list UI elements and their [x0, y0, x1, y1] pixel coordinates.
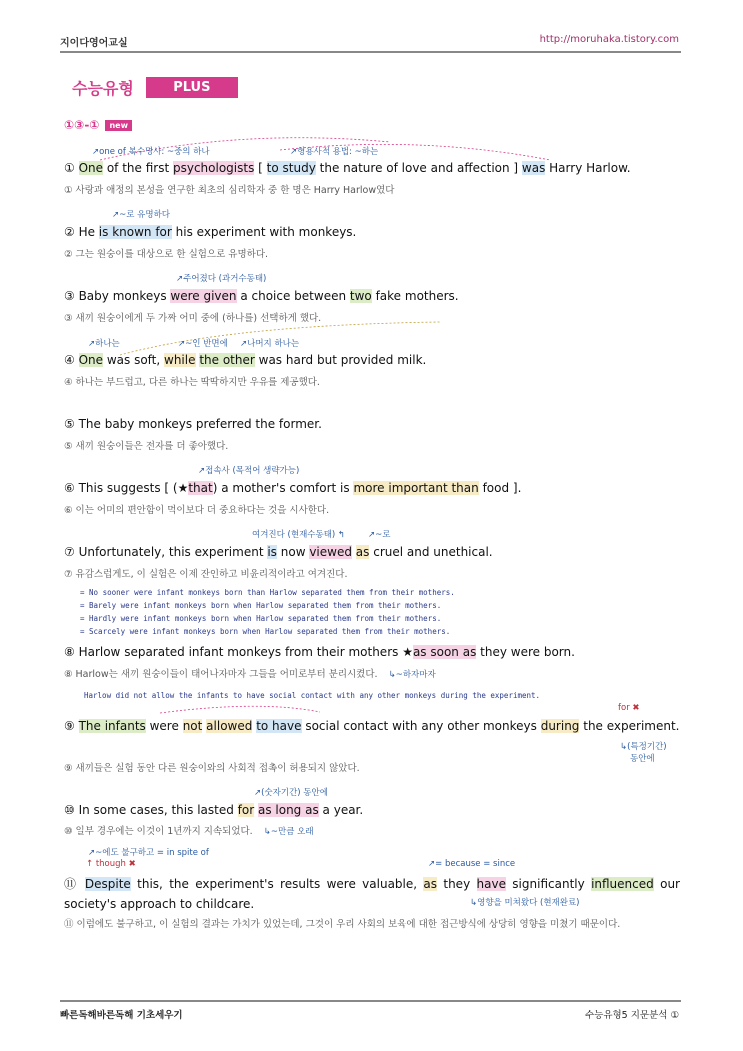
s11-note-despite: ↗~에도 불구하고 = in spite of [88, 848, 209, 858]
sentence-7-korean: ⑦ 유감스럽게도, 이 실험은 이제 잔인하고 비윤리적이라고 여겨진다. [64, 569, 348, 580]
s4-note-one: ↗하나는 [88, 339, 120, 349]
s11-note-influenced: ↳영향을 미쳐왔다 (현재완료) [470, 898, 580, 908]
s10-note: ↗(숫자기간) 동안에 [254, 788, 328, 798]
s4-note-the-other: ↗나머지 하나는 [240, 339, 300, 349]
s9-note-during-2: 동안에 [630, 754, 655, 764]
sentence-3: ③ Baby monkeys were given a choice between two fake mothers. [64, 289, 459, 303]
s11-note-though: ↑ though ✖ [86, 859, 136, 869]
title-main: 수능유형 [72, 79, 134, 98]
s7-note-passive: 여겨진다 (현재수동태) ↰ [252, 530, 346, 540]
s3-note: ↗주어졌다 (과거수동태) [176, 274, 267, 284]
new-badge: new [105, 120, 132, 131]
sentence-7: ⑦ Unfortunately, this experiment is now viewed as cruel and unethical. [64, 545, 493, 559]
sentence-5-korean: ⑤ 새끼 원숭이들은 전자를 더 좋아했다. [64, 441, 229, 452]
sentence-10-korean: ⑩ 일부 경우에는 이것이 1년까지 지속되었다. ↳~만큼 오래 [64, 826, 314, 837]
header-title: 지이다영어교실 [60, 38, 128, 49]
sentence-4-korean: ④ 하나는 부드럽고, 다른 하나는 딱딱하지만 우유를 제공했다. [64, 377, 320, 388]
s4-note-while: ↗~인 반면에 [178, 339, 228, 349]
sentence-2: ② He is known for his experiment with monkeys. [64, 225, 357, 239]
sentence-9-korean: ⑨ 새끼들은 실험 동안 다른 원숭이와의 사회적 접촉이 허용되지 않았다. [64, 763, 360, 774]
sentence-5: ⑤ The baby monkeys preferred the former. [64, 417, 322, 431]
s9-note-during: ↳(특정기간) [620, 742, 667, 752]
sentence-11-korean: ⑪ 이럼에도 불구하고, 이 실험의 결과는 가치가 있었는데, 그것이 우리 사회의 보육에 대한 접근방식에 상당히 영향을 미쳤기 때문이다. [64, 919, 621, 930]
s9-alt-sentence: Harlow did not allow the infants to have social contact with any other monkeys during the experiment. [84, 691, 541, 700]
alt-hardly: = Hardly were infant monkeys born when Harlow separated them from their mothers. [80, 614, 442, 623]
sentence-3-korean: ③ 새끼 원숭이에게 두 가짜 어미 중에 (하나를) 선택하게 했다. [64, 313, 322, 324]
s9-note-for: for ✖ [618, 703, 640, 713]
sentence-6-korean: ⑥ 이는 어미의 편안함이 먹이보다 더 중요하다는 것을 시사한다. [64, 505, 330, 516]
s6-note: ↗접속사 (목적어 생략가능) [198, 466, 300, 476]
section-heading [64, 118, 132, 132]
sentence-8: ⑧ Harlow separated infant monkeys from their mothers ★as soon as they were born. [64, 645, 575, 659]
footer-page-info: 수능유형5 지문분석 ① [584, 1010, 679, 1021]
alt-no-sooner: = No sooner were infant monkeys born than Harlow separated them from their mothers. [80, 588, 455, 597]
s1-note-to-infinitive: ↗형용사적 용법: ~하는 [290, 147, 379, 157]
header-url[interactable]: http://moruhaka.tistory.com [539, 34, 679, 45]
sentence-2-korean: ② 그는 원숭이를 대상으로 한 실험으로 유명하다. [64, 249, 269, 260]
section-label: ①③-① [64, 118, 100, 132]
sentence-6: ⑥ This suggests [ (★that) a mother's comfort is more important than food ]. [64, 481, 522, 495]
title-plus-box: PLUS [146, 77, 238, 98]
alt-scarcely: = Scarcely were infant monkeys born when Harlow separated them from their mothers. [80, 627, 451, 636]
footer-title: 빠른독해바른독해 기초세우기 [60, 1010, 183, 1021]
alt-barely: = Barely were infant monkeys born when Harlow separated them from their mothers. [80, 601, 442, 610]
s1-note-one-of: ↗one of 복수명사: ~중의 하나 [92, 147, 210, 157]
sentence-10: ⑩ In some cases, this lasted for as long as a year. [64, 803, 364, 817]
sentence-1: ① One of the first psychologists [ to study the nature of love and affection ] was Harry Harlow. [64, 161, 631, 175]
page-title [72, 76, 238, 99]
sentence-11: ⑪ Despite this, the experiment's results were valuable, as they have significantly influenced our society's approach to childcare. [64, 877, 680, 911]
sentence-8-korean: ⑧ Harlow는 새끼 원숭이들이 태어나자마자 그들을 어미로부터 분리시켰다. ↳~하자마자 [64, 669, 436, 680]
s2-note: ↗~로 유명하다 [112, 210, 171, 220]
header-divider [60, 51, 681, 53]
s11-note-as: ↗= because = since [428, 859, 516, 869]
s7-note-as: ↗~로 [368, 530, 391, 540]
footer-divider [60, 1000, 681, 1002]
sentence-1-korean: ① 사랑과 애정의 본성을 연구한 최초의 심리학자 중 한 명은 Harry Harlow였다 [64, 185, 395, 196]
sentence-4: ④ One was soft, while the other was hard but provided milk. [64, 353, 427, 367]
sentence-9: ⑨ The infants were not allowed to have social contact with any other monkeys during the experiment. [64, 719, 680, 733]
